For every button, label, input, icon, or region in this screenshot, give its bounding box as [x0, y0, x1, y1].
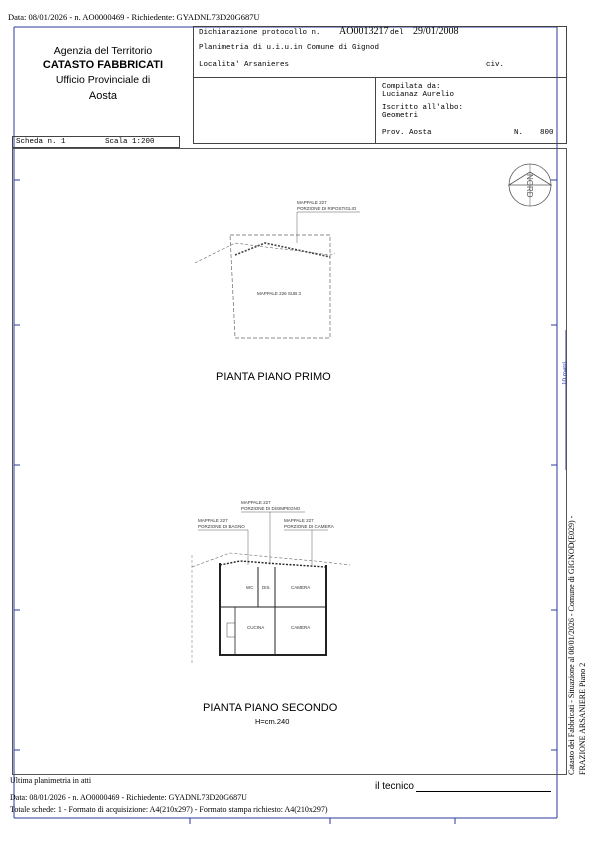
- room-dis: DIS.: [262, 585, 271, 590]
- plan-primo-drawing: [190, 195, 370, 345]
- iscritto-label: Iscritto all'albo:: [382, 104, 464, 112]
- room-wc: WC: [246, 585, 254, 590]
- numero-label: N.: [514, 129, 524, 137]
- iscritto-value: Geometri: [382, 112, 419, 120]
- secondo-mappale-center: MAPPALE 227: [241, 500, 271, 505]
- provincia-label: Prov. Aosta: [382, 129, 432, 137]
- office-city: Aosta: [88, 90, 118, 102]
- side-info-line-2: FRAZIONE ARSANIERE Piano 2: [578, 662, 587, 775]
- localita-line: Localita' Arsanieres: [199, 61, 290, 69]
- declaration-box: [193, 26, 567, 144]
- primo-mappale-label: MAPPALE 227: [297, 200, 327, 205]
- declaration-vertical-divider: [375, 77, 376, 143]
- secondo-porzione-left: PORZIONE DI BAGNO: [198, 524, 245, 529]
- secondo-mappale-right: MAPPALE 227: [284, 518, 314, 523]
- tecnico-label: il tecnico: [375, 781, 414, 792]
- north-label: NORD: [525, 174, 534, 198]
- numero-value: 800: [540, 129, 554, 137]
- room-camera-2: CAMERA: [291, 625, 311, 630]
- declaration-divider: [194, 77, 566, 78]
- secondo-mappale-left: MAPPALE 227: [198, 518, 228, 523]
- scale-mark-label: 10 metri: [561, 361, 569, 385]
- scala-label: Scala 1:200: [105, 138, 155, 146]
- ultima-planimetria: Ultima planimetria in atti: [10, 776, 92, 785]
- plan-secondo-drawing: [190, 495, 370, 675]
- footer-totale-line: Totale schede: 1 - Formato di acquisizione: A4(210x297) - Formato stampa richiesto: A4(210x297): [10, 805, 328, 814]
- tecnico-signature-line: [416, 791, 551, 792]
- planimetria-line: Planimetria di u.i.u.in Comune di Gignod: [199, 44, 380, 52]
- north-arrow-icon: [505, 160, 555, 210]
- protocol-number: AO0013217: [339, 26, 389, 37]
- compilata-label: Compilata da:: [382, 83, 441, 91]
- office-label: Ufficio Provinciale di: [55, 74, 151, 86]
- plan-secondo-height: H=cm.240: [255, 717, 290, 726]
- plan-secondo-title: PIANTA PIANO SECONDO: [203, 702, 338, 714]
- protocol-label: Dichiarazione protocollo n.: [199, 29, 321, 37]
- header-request-line: Data: 08/01/2026 - n. AO0000469 - Richiedente: GYADNL73D20G687U: [8, 12, 260, 22]
- primo-porzione-label: PORZIONE DI RIPOSTIGLIO: [297, 206, 357, 211]
- secondo-porzione-center: PORZIONE DI DISIMPEGNO: [241, 506, 301, 511]
- protocol-date: 29/01/2008: [413, 26, 459, 37]
- compilata-name: Lucianaz Aurelio: [382, 91, 455, 99]
- footer-request-line: Data: 08/01/2026 - n. AO0000469 - Richiedente: GYADNL73D20G687U: [10, 793, 247, 802]
- primo-mappale-inner: MAPPALE 226 SUB 3: [257, 291, 301, 296]
- civico-label: civ.: [486, 61, 505, 69]
- room-cucina: CUCINA: [247, 625, 265, 630]
- room-camera-1: CAMERA: [291, 585, 311, 590]
- side-info-line-1: Catasto dei Fabbricati - Situazione al 08/01/2026 - Comune di GIGNOD(E029) -: [567, 515, 576, 775]
- scheda-bar: [12, 136, 180, 148]
- catasto-title: CATASTO FABBRICATI: [42, 59, 164, 71]
- secondo-porzione-right: PORZIONE DI CAMERA: [284, 524, 334, 529]
- scheda-label: Scheda n. 1: [16, 138, 66, 146]
- plan-primo-title: PIANTA PIANO PRIMO: [216, 371, 331, 383]
- protocol-del-label: del: [390, 29, 404, 37]
- agency-block: [14, 28, 192, 136]
- agency-name: Agenzia del Territorio: [53, 45, 153, 57]
